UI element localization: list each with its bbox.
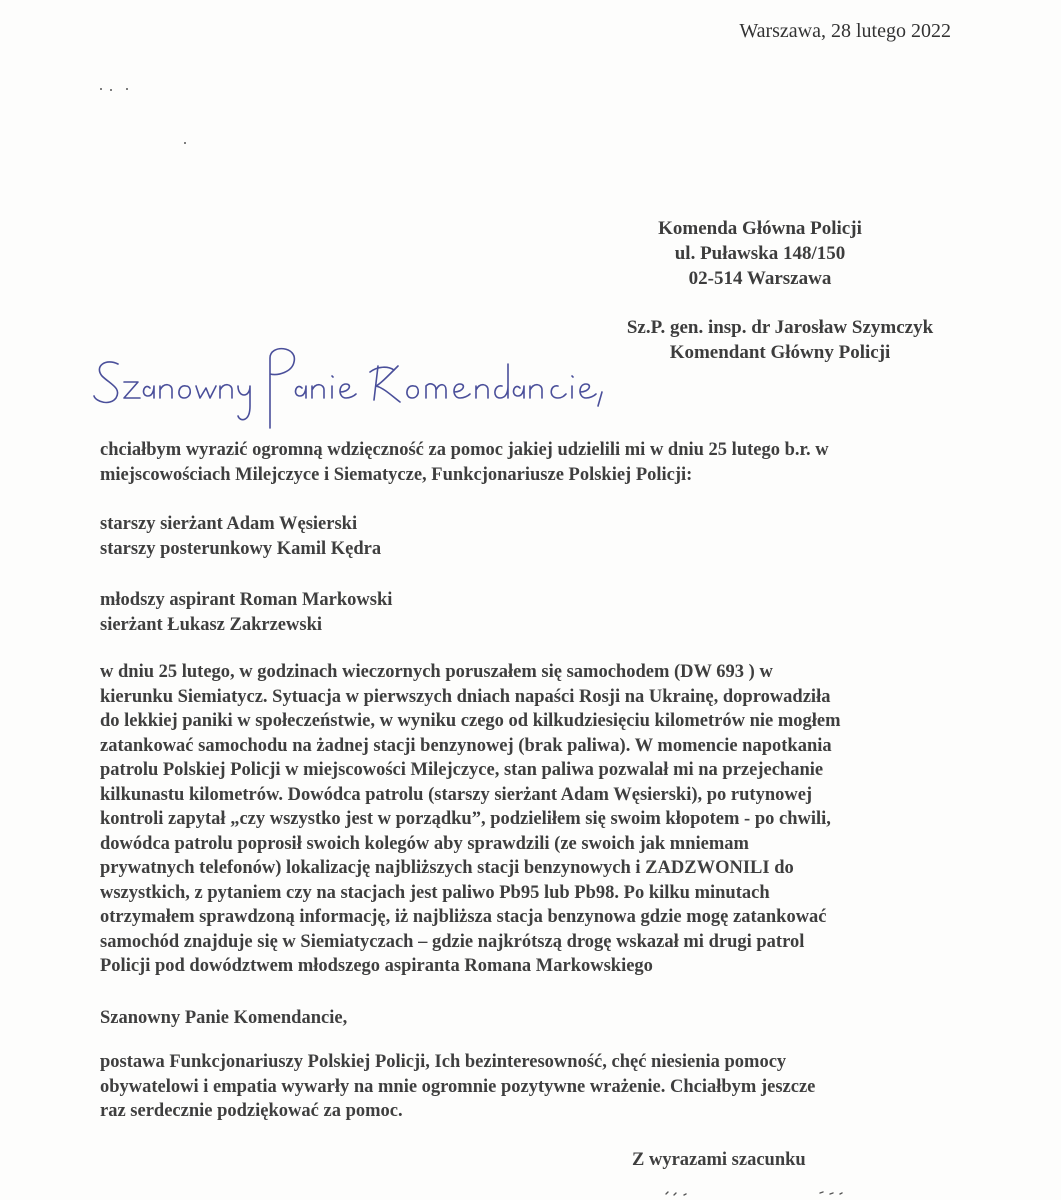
story-paragraph bbox=[100, 660, 980, 979]
officers-group-2 bbox=[100, 588, 980, 637]
text-line: wszystkich, z pytaniem czy na stacjach jest paliwo Pb95 lub Pb98. Po kilku minutach bbox=[100, 882, 770, 903]
recipient-block bbox=[560, 216, 960, 291]
scan-speck bbox=[184, 142, 186, 144]
scan-speck bbox=[100, 88, 102, 90]
addressee-title: Komendant Główny Policji bbox=[669, 342, 891, 363]
regards-line: Z wyrazami szacunku bbox=[632, 1150, 806, 1170]
officer-name: starszy sierżant Adam Węsierski bbox=[100, 514, 358, 534]
addressee-name: Sz.P. gen. insp. dr Jarosław Szymczyk bbox=[626, 317, 934, 338]
intro-paragraph bbox=[100, 438, 980, 487]
text-line: Policji pod dowództwem młodszego aspiranta Romana Markowskiego bbox=[100, 956, 653, 976]
officer-name: sierżant Łukasz Zakrzewski bbox=[100, 614, 322, 635]
addressee-block bbox=[560, 315, 1000, 365]
text-line: obywatelowi i empatia wywarły na mnie ogromnie pozytywne wrażenie. Chciałbym jeszcze bbox=[100, 1076, 816, 1097]
text-line: kontroli zapytał „czy wszystko jest w porządku”, podzieliłem się swoim kłopotem - po chwili, bbox=[100, 809, 831, 829]
recipient-street: ul. Puławska 148/150 bbox=[674, 243, 846, 264]
scan-speck bbox=[110, 89, 112, 91]
text-line: otrzymałem sprawdzoną informację, iż najbliższa stacja benzynowa gdzie mogę zatankować bbox=[100, 907, 827, 927]
text-line: zatankować samochodu na żadnej stacji benzynowej (brak paliwa). W momencie napotkania bbox=[100, 735, 832, 756]
text-line: kierunku Siemiatycz. Sytuacja w pierwszych dniach napaści Rosji na Ukrainę, doprowadziła bbox=[100, 686, 831, 707]
date-line: Warszawa, 28 lutego 2022 bbox=[739, 20, 951, 42]
text-line: miejscowościach Milejczyce i Siematycze, Funkcjonariusze Polskiej Policji: bbox=[100, 464, 693, 485]
officers-group-1 bbox=[100, 512, 980, 561]
text-line: postawa Funkcjonariuszy Polskiej Policji, Ich bezinteresowność, chęć niesienia pomocy bbox=[100, 1052, 787, 1072]
officer-name: starszy posterunkowy Kamil Kędra bbox=[100, 538, 382, 559]
recipient-city: 02-514 Warszawa bbox=[688, 268, 832, 289]
typed-salutation: Szanowny Panie Komendancie, bbox=[100, 1008, 348, 1028]
text-line: raz serdecznie podziękować za pomoc. bbox=[100, 1101, 403, 1121]
scan-speck bbox=[126, 88, 128, 90]
text-line: patrolu Polskiej Policji w miejscowości Milejczyce, stan paliwa pozwalał mi na przejechanie bbox=[100, 760, 824, 780]
officer-name: młodszy aspirant Roman Markowski bbox=[100, 590, 393, 610]
recipient-name: Komenda Główna Policji bbox=[658, 218, 862, 239]
text-line: chciałbym wyrazić ogromną wdzięczność za pomoc jakiej udzielili mi w dniu 25 lutego b.r. w bbox=[100, 440, 829, 460]
signature-fragment bbox=[660, 1186, 860, 1198]
text-line: do lekkiej paniki w społeczeństwie, w wyniku czego od kilkudziesięciu kilometrów nie mogłem bbox=[100, 711, 841, 731]
text-line: kilkunastu kilometrów. Dowódca patrolu (starszy sierżant Adam Węsierski), po rutynowej bbox=[100, 784, 813, 805]
closing-paragraph bbox=[100, 1050, 980, 1124]
text-line: w dniu 25 lutego, w godzinach wieczornych poruszałem się samochodem (DW 693 ) w bbox=[100, 662, 773, 682]
text-line: samochód znajduje się w Siemiatyczach – gdzie najkrótszą drogę wskazał mi drugi patrol bbox=[100, 931, 805, 952]
handwritten-salutation-image bbox=[88, 336, 608, 436]
text-line: prywatnych telefonów) lokalizację najbliższych stacji benzynowych i ZADZWONILI do bbox=[100, 858, 794, 878]
text-line: dowódca patrolu poprosił swoich kolegów aby sprawdzili (ze swoich jak mniemam bbox=[100, 833, 749, 854]
